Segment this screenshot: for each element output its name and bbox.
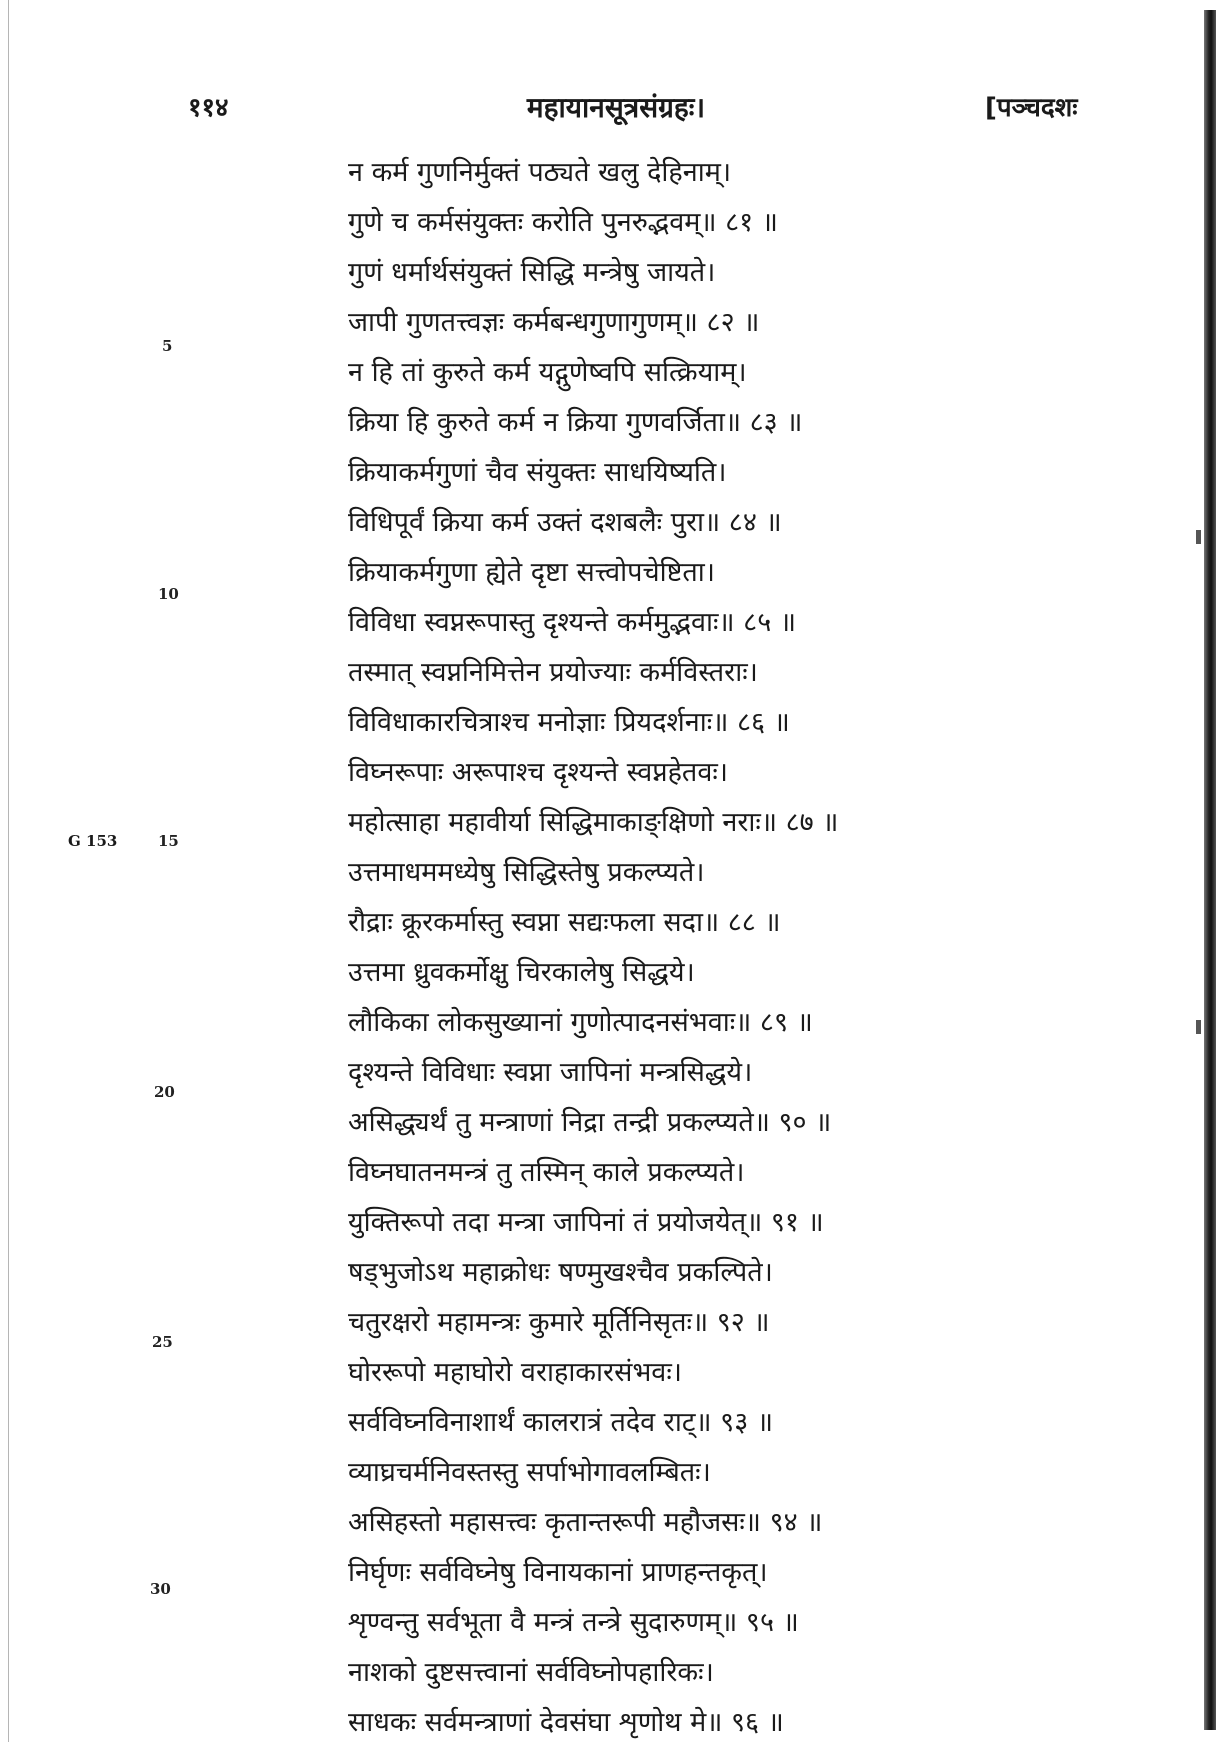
verse-line: गुणे च कर्मसंयुक्तः करोति पुनरुद्भवम्॥ ८१ ॥: [348, 207, 778, 238]
line-number: 20: [154, 1083, 175, 1101]
line-number: 10: [158, 585, 179, 603]
verse-line: न हि तां कुरुते कर्म यद्गुणेष्वपि सत्क्रियाम्।: [348, 357, 747, 388]
verse-line: नाशको दुष्टसत्त्वानां सर्वविघ्नोपहारिकः।: [348, 1657, 714, 1688]
verse-line: व्याघ्रचर्मनिवस्तस्तु सर्पाभोगावलम्बितः।: [348, 1457, 711, 1488]
verse-line: शृण्वन्तु सर्वभूता वै मन्त्रं तन्त्रे सुदारुणम्॥ ९५ ॥: [348, 1607, 799, 1638]
scan-speck: [1196, 530, 1201, 544]
chapter-mark: [पञ्चदशः: [985, 93, 1078, 123]
page-header: [0, 88, 1232, 128]
verse-block: [348, 148, 948, 1748]
verse-line: असिहस्तो महासत्त्वः कृतान्तरूपी महौजसः॥ ९४ ॥: [348, 1507, 823, 1538]
verse-line: दृश्यन्ते विविधाः स्वप्ना जापिनां मन्त्रसिद्धये।: [348, 1057, 753, 1088]
verse-line: जापी गुणतत्त्वज्ञः कर्मबन्धगुणागुणम्॥ ८२ ॥: [348, 307, 760, 338]
verse-line: उत्तमा ध्रुवकर्मोक्षु चिरकालेषु सिद्धये।: [348, 957, 695, 988]
page-number: ११४: [188, 93, 229, 123]
verse-line: सर्वविघ्नविनाशार्थं कालरात्रं तदेव राट्॥ ९३ ॥: [348, 1407, 774, 1438]
verse-line: युक्तिरूपो तदा मन्त्रा जापिनां तं प्रयोजयेत्॥ ९१ ॥: [348, 1207, 824, 1238]
line-number: 5: [162, 337, 173, 355]
verse-line: विघ्नघातनमन्त्रं तु तस्मिन् काले प्रकल्प्यते।: [348, 1157, 745, 1188]
verse-line: क्रिया हि कुरुते कर्म न क्रिया गुणवर्जिता॥ ८३ ॥: [348, 407, 803, 438]
page-edge-rule: [8, 0, 9, 1742]
verse-line: न कर्म गुणनिर्मुक्तं पठ्यते खलु देहिनाम्।: [348, 157, 732, 188]
verse-line: क्रियाकर्मगुणां चैव संयुक्तः साधयिष्यति।: [348, 457, 727, 488]
verse-line: विघ्नरूपाः अरूपाश्च दृश्यन्ते स्वप्नहेतवः।: [348, 757, 729, 788]
verse-line: विविधा स्वप्नरूपास्तु दृश्यन्ते कर्ममुद्भवाः॥ ८५ ॥: [348, 607, 796, 638]
verse-line: चतुरक्षरो महामन्त्रः कुमारे मूर्तिनिसृतः॥ ९२ ॥: [348, 1307, 770, 1338]
verse-line: क्रियाकर्मगुणा ह्येते दृष्टा सत्त्वोपचेष्टिता।: [348, 557, 715, 588]
verse-line: उत्तमाधममध्येषु सिद्धिस्तेषु प्रकल्प्यते।: [348, 857, 705, 888]
manuscript-folio-ref: G 153: [68, 832, 118, 850]
line-number: 30: [150, 1580, 171, 1598]
verse-line: निर्घृणः सर्वविघ्नेषु विनायकानां प्राणहन्तकृत्।: [348, 1557, 768, 1588]
line-number: 15: [158, 832, 179, 850]
verse-line: गुणं धर्मार्थसंयुक्तं सिद्धि मन्त्रेषु जायते।: [348, 257, 716, 288]
verse-line: घोररूपो महाघोरो वराहाकारसंभवः।: [348, 1357, 683, 1388]
verse-line: साधकः सर्वमन्त्राणां देवसंघा शृणोथ मे॥ ९६ ॥: [348, 1707, 784, 1738]
verse-line: लौकिका लोकसुख्यानां गुणोत्पादनसंभवाः॥ ८९ ॥: [348, 1007, 813, 1038]
verse-line: असिद्ध्यर्थं तु मन्त्राणां निद्रा तन्द्री प्रकल्प्यते॥ ९० ॥: [348, 1107, 832, 1138]
book-spine-shadow: [1204, 10, 1216, 1730]
verse-line: विविधाकारचित्राश्च मनोज्ञाः प्रियदर्शनाः॥ ८६ ॥: [348, 707, 790, 738]
line-number: 25: [152, 1333, 173, 1351]
verse-line: रौद्राः क्रूरकर्मास्तु स्वप्ना सद्यःफला सदा॥ ८८ ॥: [348, 907, 781, 938]
scan-speck: [1196, 1020, 1201, 1034]
running-title: महायानसूत्रसंग्रहः।: [526, 91, 706, 124]
verse-line: विधिपूर्वं क्रिया कर्म उक्तं दशबलैः पुरा॥ ८४ ॥: [348, 507, 782, 538]
verse-line: महोत्साहा महावीर्या सिद्धिमाकाङ्क्षिणो नराः॥ ८७ ॥: [348, 807, 839, 838]
verse-line: तस्मात् स्वप्ननिमित्तेन प्रयोज्याः कर्मविस्तराः।: [348, 657, 758, 688]
verse-line: षड्भुजोऽथ महाक्रोधः षण्मुखश्चैव प्रकल्पिते।: [348, 1257, 773, 1288]
